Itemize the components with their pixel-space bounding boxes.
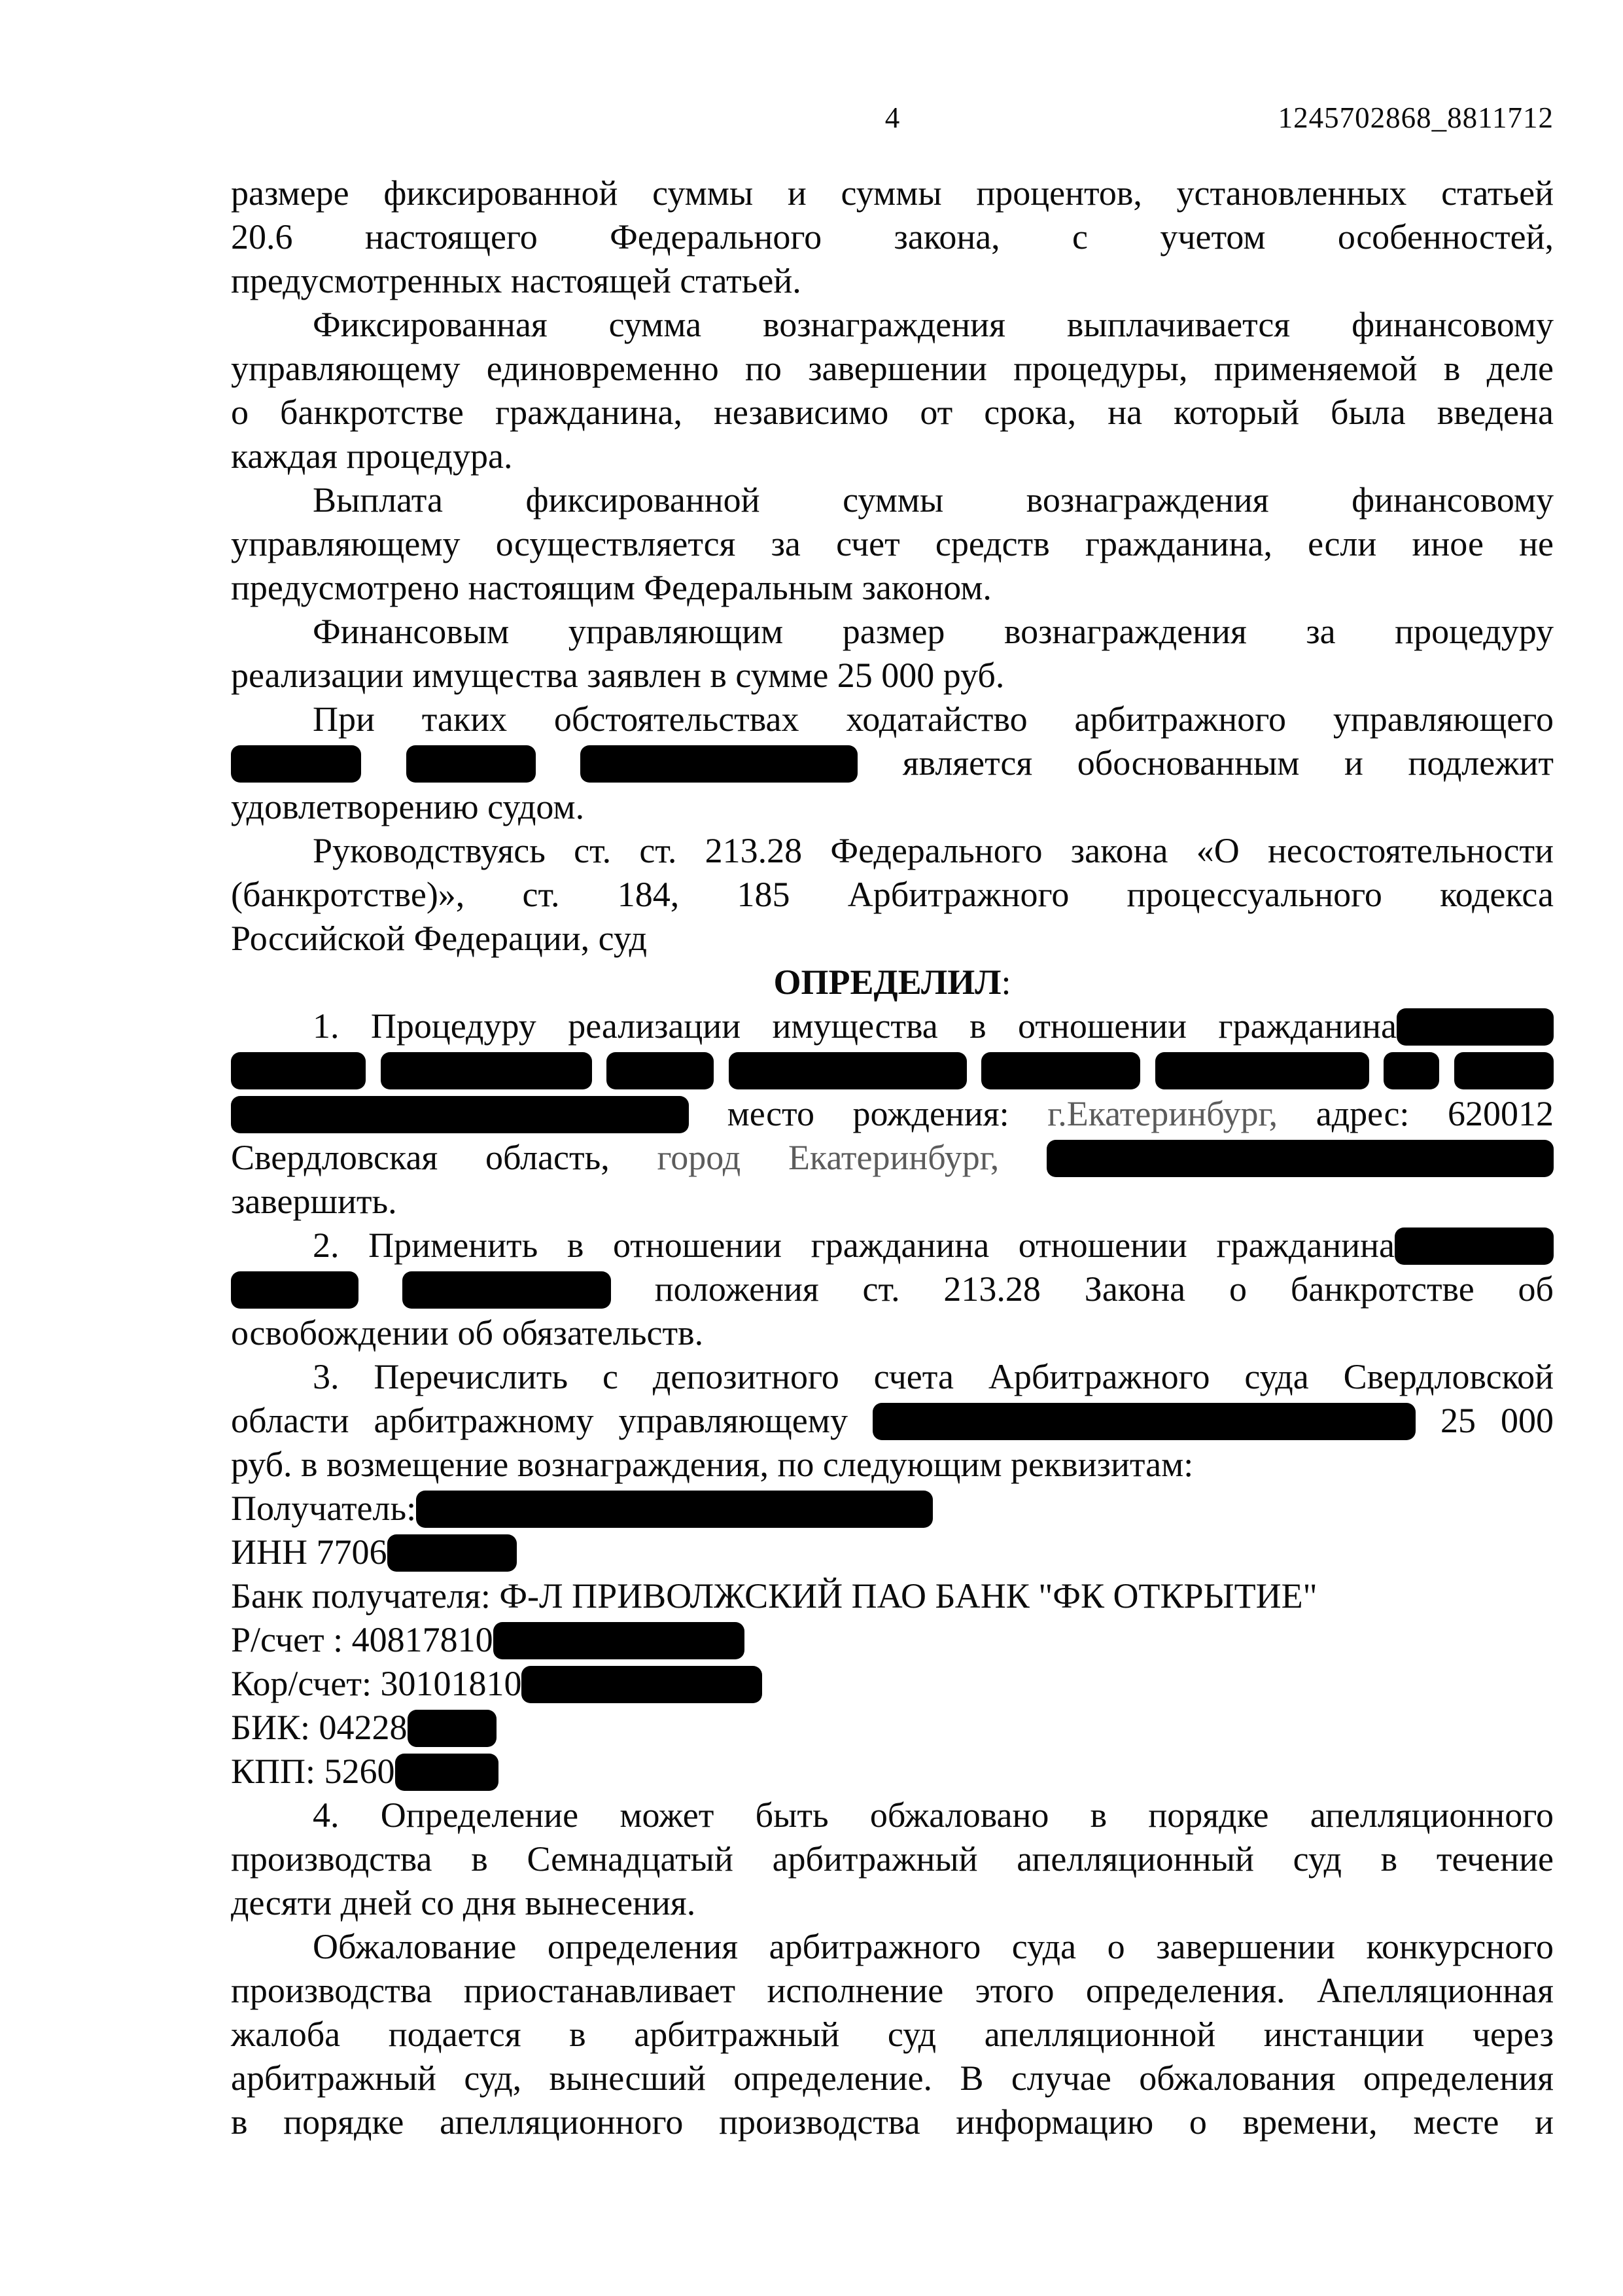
redaction-bar bbox=[493, 1622, 744, 1659]
text-run: арбитражный суд, вынесший определение. В случае обжалования определения bbox=[231, 2058, 1554, 2098]
text-run: о банкротстве гражданина, независимо от срока, на который была введена bbox=[231, 393, 1554, 432]
text-line bbox=[231, 961, 1554, 1004]
text-line bbox=[231, 391, 1554, 434]
redaction-bar bbox=[580, 745, 858, 783]
text-run: 4. Определение может быть обжаловано в порядке апелляционного bbox=[313, 1795, 1554, 1835]
text-line bbox=[231, 434, 1554, 478]
text-run: десяти дней со дня вынесения. bbox=[231, 1883, 696, 1922]
text-line bbox=[231, 1925, 1554, 1969]
redaction-bar bbox=[1454, 1052, 1554, 1089]
text-run: место рождения: bbox=[727, 1094, 1009, 1133]
text-run: 1. Процедуру реализации имущества в отношении гражданина bbox=[313, 1006, 1397, 1046]
text-line bbox=[231, 2100, 1554, 2144]
redaction-bar bbox=[231, 1052, 366, 1089]
text-run: размере фиксированной суммы и суммы процентов, установленных статьей bbox=[231, 173, 1554, 213]
text-line bbox=[231, 1311, 1554, 1355]
text-run: При таких обстоятельствах ходатайство арбитражного управляющего bbox=[313, 699, 1554, 739]
redaction-bar bbox=[521, 1666, 762, 1703]
text-line bbox=[231, 829, 1554, 873]
text-line-redacted bbox=[231, 1267, 1554, 1311]
text-run: : bbox=[1001, 963, 1011, 1002]
text-line-redacted bbox=[231, 1662, 1554, 1706]
text-run: Выплата фиксированной суммы вознаграждения финансовому bbox=[313, 480, 1554, 520]
redaction-bar bbox=[387, 1534, 517, 1572]
text-line-redacted bbox=[231, 1706, 1554, 1750]
redaction-bar bbox=[606, 1052, 714, 1089]
text-line bbox=[231, 917, 1554, 961]
text-run: производства в Семнадцатый арбитражный апелляционный суд в течение bbox=[231, 1839, 1554, 1879]
text-line bbox=[231, 785, 1554, 829]
text-line bbox=[231, 566, 1554, 610]
text-run: ИНН 7706 bbox=[231, 1532, 387, 1572]
document-id: 1245702868_8811712 bbox=[1278, 101, 1554, 134]
text-line-redacted bbox=[231, 1487, 1554, 1530]
redaction-bar bbox=[1395, 1227, 1554, 1265]
redaction-bar bbox=[981, 1052, 1140, 1089]
text-run: управляющему осуществляется за счет средств гражданина, если иное не bbox=[231, 524, 1554, 563]
text-line bbox=[231, 347, 1554, 391]
text-run: Свердловская область, bbox=[231, 1138, 610, 1177]
redaction-bar bbox=[231, 745, 361, 783]
document-body bbox=[231, 171, 1554, 2144]
text-run: предусмотренных настоящей статьей. bbox=[231, 261, 801, 300]
text-run: производства приостанавливает исполнение этого определения. Апелляционная bbox=[231, 1971, 1554, 2010]
text-line bbox=[231, 522, 1554, 566]
text-line bbox=[231, 2013, 1554, 2057]
text-line bbox=[231, 1793, 1554, 1837]
text-run: руб. в возмещение вознаграждения, по следующим реквизитам: bbox=[231, 1445, 1194, 1484]
text-line-redacted bbox=[231, 1048, 1554, 1092]
redaction-bar bbox=[729, 1052, 967, 1089]
text-line bbox=[231, 1837, 1554, 1881]
text-run: адрес: 620012 bbox=[1316, 1094, 1554, 1133]
text-line-redacted bbox=[231, 1399, 1554, 1443]
text-run: БИК: 04228 bbox=[231, 1708, 408, 1747]
text-run: Фиксированная сумма вознаграждения выплачивается финансовому bbox=[313, 305, 1554, 344]
redaction-bar bbox=[1397, 1008, 1554, 1046]
text-line bbox=[231, 654, 1554, 698]
muted-text-run: город Екатеринбург, bbox=[657, 1138, 1000, 1177]
heading-text: ОПРЕДЕЛИЛ bbox=[773, 963, 1002, 1002]
text-run: удовлетворению судом. bbox=[231, 787, 585, 826]
text-run: Российской Федерации, суд bbox=[231, 919, 647, 958]
text-line-redacted bbox=[231, 1004, 1554, 1048]
text-run: жалоба подается в арбитражный суд апелляционной инстанции через bbox=[231, 2015, 1554, 2054]
text-run: реализации имущества заявлен в сумме 25 000 руб. bbox=[231, 656, 1005, 695]
text-run: (банкротстве)», ст. 184, 185 Арбитражного процессуального кодекса bbox=[231, 875, 1554, 914]
text-line-redacted bbox=[231, 1750, 1554, 1793]
redaction-bar bbox=[1155, 1052, 1369, 1089]
text-run: Руководствуясь ст. ст. 213.28 Федерального закона «О несостоятельности bbox=[313, 831, 1554, 870]
text-line bbox=[231, 303, 1554, 347]
text-run: Банк получателя: Ф-Л ПРИВОЛЖСКИЙ ПАО БАНК "ФК ОТКРЫТИЕ" bbox=[231, 1576, 1318, 1616]
redaction-bar bbox=[1047, 1140, 1554, 1177]
text-line-redacted bbox=[231, 1530, 1554, 1574]
page-header bbox=[231, 98, 1554, 137]
text-run: завершить. bbox=[231, 1182, 397, 1221]
text-run: 20.6 настоящего Федерального закона, с учетом особенностей, bbox=[231, 217, 1554, 256]
text-line bbox=[231, 259, 1554, 303]
text-line-redacted bbox=[231, 1224, 1554, 1267]
text-line bbox=[231, 1969, 1554, 2013]
text-run: предусмотрено настоящим Федеральным законом. bbox=[231, 568, 992, 607]
text-run: 2. Применить в отношении гражданина отношении гражданина bbox=[313, 1226, 1395, 1265]
text-run: Р/счет : 40817810 bbox=[231, 1620, 493, 1659]
text-run: является обоснованным и подлежит bbox=[902, 743, 1554, 783]
redaction-bar bbox=[395, 1754, 498, 1791]
text-line bbox=[231, 1574, 1554, 1618]
text-line bbox=[231, 2057, 1554, 2100]
text-line bbox=[231, 873, 1554, 917]
text-line bbox=[231, 1180, 1554, 1224]
text-line bbox=[231, 171, 1554, 215]
redaction-bar bbox=[231, 1096, 689, 1133]
redaction-bar bbox=[406, 745, 536, 783]
text-run: Кор/счет: 30101810 bbox=[231, 1664, 522, 1703]
redaction-bar bbox=[416, 1491, 933, 1528]
text-line-redacted bbox=[231, 741, 1554, 785]
redaction-bar bbox=[408, 1710, 497, 1747]
text-line bbox=[231, 1443, 1554, 1487]
text-run: области арбитражному управляющему bbox=[231, 1401, 848, 1440]
text-line bbox=[231, 1881, 1554, 1925]
text-line bbox=[231, 215, 1554, 259]
text-run: в порядке апелляционного производства информацию о времени, месте и bbox=[231, 2102, 1554, 2142]
text-line bbox=[231, 698, 1554, 741]
redaction-bar bbox=[873, 1403, 1416, 1440]
redaction-bar bbox=[1384, 1052, 1439, 1089]
text-line-redacted bbox=[231, 1618, 1554, 1662]
text-line-redacted bbox=[231, 1092, 1554, 1136]
text-line bbox=[231, 478, 1554, 522]
redaction-bar bbox=[402, 1271, 611, 1309]
text-run: Обжалование определения арбитражного суда о завершении конкурсного bbox=[313, 1927, 1554, 1966]
redaction-bar bbox=[231, 1271, 358, 1309]
text-run: Получатель: bbox=[231, 1489, 417, 1528]
page-number: 4 bbox=[884, 101, 900, 134]
text-run: управляющему единовременно по завершении процедуры, применяемой в деле bbox=[231, 349, 1554, 388]
text-run: положения ст. 213.28 Закона о банкротстве об bbox=[654, 1269, 1554, 1309]
text-run: Финансовым управляющим размер вознаграждения за процедуру bbox=[313, 612, 1554, 651]
redaction-bar bbox=[381, 1052, 592, 1089]
text-run: каждая процедура. bbox=[231, 436, 513, 476]
text-line-redacted bbox=[231, 1136, 1554, 1180]
text-line bbox=[231, 1355, 1554, 1399]
text-run: освобождении об обязательств. bbox=[231, 1313, 704, 1352]
text-run: 25 000 bbox=[1440, 1401, 1554, 1440]
text-run: 3. Перечислить с депозитного счета Арбитражного суда Свердловской bbox=[313, 1357, 1554, 1396]
text-line bbox=[231, 610, 1554, 654]
muted-text-run: г.Екатеринбург, bbox=[1047, 1094, 1278, 1133]
text-run: КПП: 5260 bbox=[231, 1752, 395, 1791]
